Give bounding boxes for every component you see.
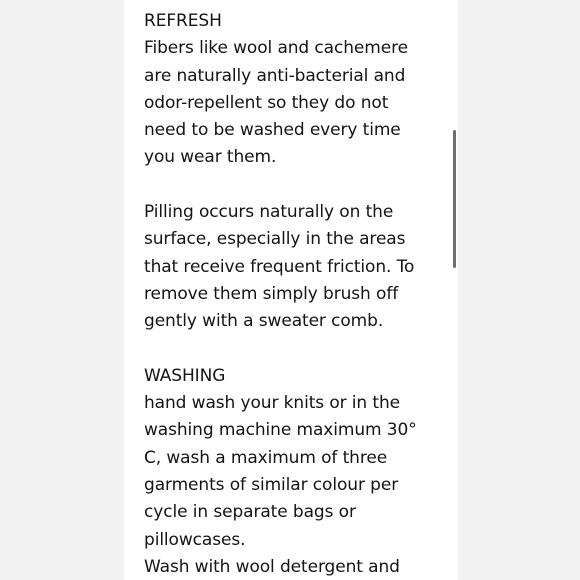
text-line: you wear them. — [144, 147, 277, 168]
text-line: garments of similar colour per — [144, 475, 399, 496]
text-line: washing machine maximum 30° — [144, 420, 417, 441]
section-heading-washing: WASHING — [144, 365, 226, 386]
section-heading-refresh: REFRESH — [144, 11, 222, 31]
care-instructions-panel[interactable] — [124, 0, 458, 580]
text-line: odor-repellent so they do not — [144, 92, 389, 113]
text-line: are naturally anti-bacterial and — [144, 65, 406, 86]
care-instructions-text — [144, 8, 448, 580]
text-line: surface, especially in the areas — [144, 229, 406, 250]
text-line: that receive frequent friction. To — [144, 256, 415, 277]
text-line: gently with a sweater comb. — [144, 311, 384, 332]
text-line: Fibers like wool and cachemere — [144, 38, 408, 59]
text-line: remove them simply brush off — [144, 283, 399, 304]
text-line: cycle in separate bags or — [144, 502, 356, 523]
text-line: pillowcases. — [144, 529, 246, 550]
text-line: need to be washed every time — [144, 120, 401, 141]
paragraph-spacer — [144, 336, 448, 363]
vertical-scrollbar[interactable] — [453, 130, 456, 268]
text-line: C, wash a maximum of three — [144, 447, 388, 468]
text-line: Pilling occurs naturally on the — [144, 202, 394, 223]
text-line: hand wash your knits or in the — [144, 393, 401, 414]
paragraph-spacer — [144, 172, 448, 199]
text-line: Wash with wool detergent and — [144, 556, 400, 577]
